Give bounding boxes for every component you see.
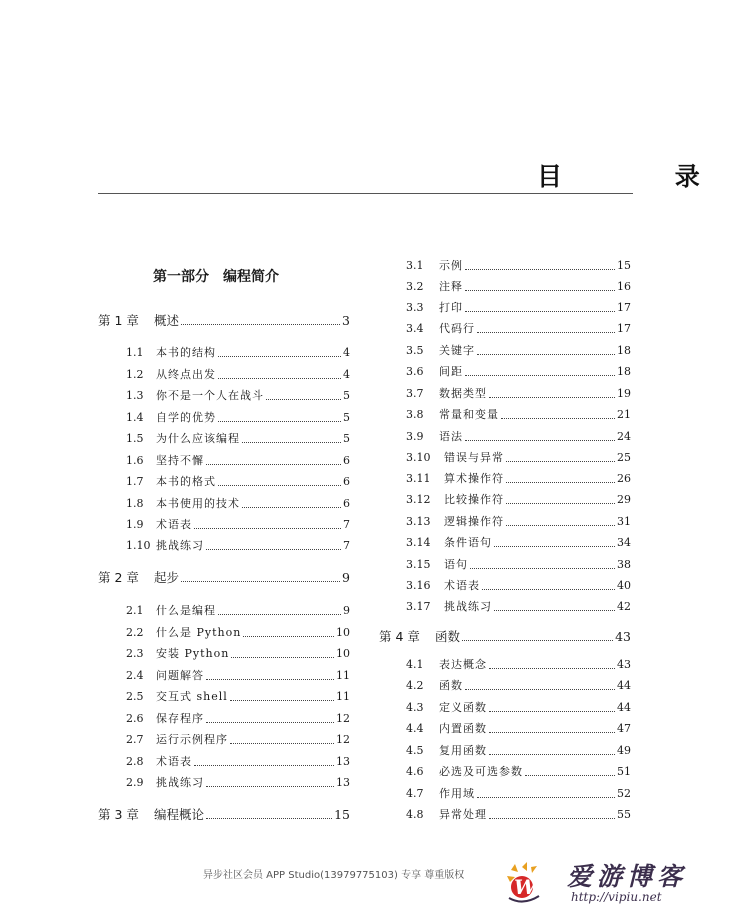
- entry-title: 坚持不懈: [156, 454, 204, 467]
- entry-number: 3.3: [406, 301, 424, 314]
- entry-title: 异常处理: [439, 808, 487, 821]
- entry-page-number: 11: [336, 690, 350, 703]
- toc-section-entry: [406, 656, 631, 674]
- toc-section-entry: [406, 257, 631, 275]
- entry-page-number: 26: [617, 472, 631, 485]
- entry-page-number: 11: [336, 669, 350, 682]
- entry-title: 术语表: [444, 579, 480, 592]
- dot-leader: [242, 507, 341, 508]
- entry-title: 比较操作符: [444, 493, 504, 506]
- entry-number: 1.1: [126, 346, 144, 359]
- toc-section-entry: [406, 320, 631, 338]
- entry-number: 2.4: [126, 669, 144, 682]
- entry-page-number: 9: [343, 604, 350, 617]
- toc-section-entry: [126, 753, 350, 771]
- entry-title: 什么是编程: [156, 604, 216, 617]
- toc-section-entry: [126, 537, 350, 555]
- toc-section-entry: [126, 409, 350, 427]
- entry-page-number: 6: [343, 454, 350, 467]
- entry-title: 注释: [439, 280, 463, 293]
- toc-chapter-entry: [98, 806, 350, 824]
- toc-section-entry: [406, 449, 631, 467]
- entry-page-number: 6: [343, 475, 350, 488]
- entry-number: 3.14: [406, 536, 431, 549]
- toc-section-entry: [126, 452, 350, 470]
- entry-number: 1.5: [126, 432, 144, 445]
- dot-leader: [506, 503, 615, 504]
- toc-section-entry: [406, 785, 631, 803]
- entry-number: 1.8: [126, 497, 144, 510]
- dot-leader: [494, 546, 615, 547]
- entry-page-number: 44: [617, 701, 631, 714]
- entry-title: 交互式 shell: [156, 690, 228, 703]
- toc-section-entry: [406, 406, 631, 424]
- toc-chapter-entry: [98, 569, 350, 587]
- entry-title: 挑战练习: [444, 600, 492, 613]
- entry-page-number: 15: [617, 259, 631, 272]
- entry-number: 第 1 章: [98, 313, 139, 328]
- entry-page-number: 40: [617, 579, 631, 592]
- dot-leader: [206, 464, 341, 465]
- toc-section-entry: [126, 774, 350, 792]
- entry-number: 第 2 章: [98, 570, 139, 585]
- entry-title: 术语表: [156, 518, 192, 531]
- dot-leader: [489, 711, 615, 712]
- entry-number: 3.7: [406, 387, 424, 400]
- dot-leader: [242, 442, 341, 443]
- entry-page-number: 3: [342, 313, 350, 328]
- dot-leader: [489, 754, 615, 755]
- dot-leader: [218, 485, 341, 486]
- entry-number: 3.1: [406, 259, 424, 272]
- dot-leader: [218, 356, 341, 357]
- dot-leader: [181, 581, 340, 582]
- entry-title: 数据类型: [439, 387, 487, 400]
- entry-number: 4.2: [406, 679, 424, 692]
- entry-number: 3.5: [406, 344, 424, 357]
- entry-number: 1.10: [126, 539, 151, 552]
- toc-section-entry: [126, 387, 350, 405]
- entry-title: 内置函数: [439, 722, 487, 735]
- entry-title: 函数: [439, 679, 463, 692]
- dot-leader: [506, 482, 615, 483]
- entry-page-number: 51: [617, 765, 631, 778]
- dot-leader: [525, 775, 615, 776]
- entry-title: 为什么应该编程: [156, 432, 240, 445]
- entry-page-number: 16: [617, 280, 631, 293]
- dot-leader: [482, 589, 615, 590]
- watermark-url: http://vipiu.net: [571, 890, 662, 904]
- entry-number: 4.8: [406, 808, 424, 821]
- entry-number: 1.3: [126, 389, 144, 402]
- entry-title: 保存程序: [156, 712, 204, 725]
- sun-logo-icon: [505, 862, 561, 906]
- dot-leader: [206, 786, 334, 787]
- entry-title: 安装 Python: [156, 647, 230, 660]
- entry-number: 2.7: [126, 733, 144, 746]
- entry-title: 算术操作符: [444, 472, 504, 485]
- entry-page-number: 5: [343, 411, 350, 424]
- entry-page-number: 43: [617, 658, 631, 671]
- toc-section-entry: [126, 688, 350, 706]
- entry-title: 示例: [439, 259, 463, 272]
- title-divider: [98, 193, 633, 194]
- entry-title: 必选及可选参数: [439, 765, 523, 778]
- entry-page-number: 12: [336, 733, 350, 746]
- entry-number: 3.12: [406, 493, 431, 506]
- toc-section-entry: [126, 495, 350, 513]
- dot-leader: [465, 290, 615, 291]
- toc-section-entry: [126, 667, 350, 685]
- entry-page-number: 9: [342, 570, 350, 585]
- dot-leader: [465, 375, 615, 376]
- toc-section-entry: [406, 556, 631, 574]
- dot-leader: [465, 269, 615, 270]
- entry-number: 1.9: [126, 518, 144, 531]
- dot-leader: [489, 818, 615, 819]
- page-title: 目 录: [537, 162, 752, 191]
- dot-leader: [231, 657, 334, 658]
- entry-title: 问题解答: [156, 669, 204, 682]
- entry-title: 本书的结构: [156, 346, 216, 359]
- dot-leader: [181, 324, 340, 325]
- entry-number: 1.7: [126, 475, 144, 488]
- entry-title: 打印: [439, 301, 463, 314]
- entry-page-number: 17: [617, 301, 631, 314]
- entry-title: 常量和变量: [439, 408, 499, 421]
- entry-page-number: 24: [617, 430, 631, 443]
- toc-section-entry: [406, 763, 631, 781]
- entry-number: 2.1: [126, 604, 144, 617]
- entry-number: 2.3: [126, 647, 144, 660]
- entry-title: 语句: [444, 558, 468, 571]
- toc-section-entry: [406, 677, 631, 695]
- toc-section-entry: [406, 299, 631, 317]
- entry-title: 表达概念: [439, 658, 487, 671]
- entry-page-number: 47: [617, 722, 631, 735]
- entry-title: 本书使用的技术: [156, 497, 240, 510]
- entry-number: 3.13: [406, 515, 431, 528]
- entry-title: 起步: [154, 570, 180, 585]
- watermark-brand: 爱游博客: [567, 862, 688, 891]
- dot-leader: [194, 765, 334, 766]
- dot-leader: [489, 668, 615, 669]
- dot-leader: [477, 354, 615, 355]
- toc-section-entry: [406, 513, 631, 531]
- entry-title: 什么是 Python: [156, 626, 242, 639]
- dot-leader: [206, 818, 332, 819]
- dot-leader: [489, 397, 615, 398]
- entry-page-number: 49: [617, 744, 631, 757]
- entry-number: 3.2: [406, 280, 424, 293]
- entry-page-number: 5: [343, 389, 350, 402]
- dot-leader: [489, 732, 615, 733]
- entry-number: 第 4 章: [379, 629, 420, 644]
- entry-page-number: 31: [617, 515, 631, 528]
- dot-leader: [501, 418, 615, 419]
- entry-page-number: 55: [617, 808, 631, 821]
- dot-leader: [477, 797, 615, 798]
- dot-leader: [230, 700, 334, 701]
- entry-page-number: 5: [343, 432, 350, 445]
- dot-leader: [243, 636, 334, 637]
- toc-section-entry: [126, 473, 350, 491]
- dot-leader: [218, 421, 341, 422]
- entry-title: 关键字: [439, 344, 475, 357]
- toc-section-entry: [406, 342, 631, 360]
- entry-title: 间距: [439, 365, 463, 378]
- entry-number: 1.6: [126, 454, 144, 467]
- toc-section-entry: [126, 624, 350, 642]
- entry-number: 3.10: [406, 451, 431, 464]
- dot-leader: [218, 378, 341, 379]
- entry-page-number: 7: [343, 518, 350, 531]
- part-title: 第一部分 编程简介: [153, 269, 279, 285]
- toc-section-entry: [406, 278, 631, 296]
- toc-section-entry: [126, 731, 350, 749]
- entry-title: 作用域: [439, 787, 475, 800]
- toc-section-entry: [406, 491, 631, 509]
- entry-number: 1.4: [126, 411, 144, 424]
- watermark-logo: [505, 856, 700, 906]
- toc-section-entry: [406, 385, 631, 403]
- entry-title: 术语表: [156, 755, 192, 768]
- entry-number: 3.4: [406, 322, 424, 335]
- entry-title: 运行示例程序: [156, 733, 228, 746]
- entry-page-number: 13: [336, 755, 350, 768]
- entry-page-number: 42: [617, 600, 631, 613]
- toc-section-entry: [126, 602, 350, 620]
- dot-leader: [506, 461, 615, 462]
- toc-section-entry: [406, 720, 631, 738]
- entry-page-number: 38: [617, 558, 631, 571]
- entry-number: 3.9: [406, 430, 424, 443]
- entry-number: 4.5: [406, 744, 424, 757]
- dot-leader: [465, 440, 615, 441]
- entry-title: 代码行: [439, 322, 475, 335]
- toc-section-entry: [406, 363, 631, 381]
- dot-leader: [230, 743, 334, 744]
- entry-number: 3.6: [406, 365, 424, 378]
- dot-leader: [477, 332, 615, 333]
- entry-page-number: 7: [343, 539, 350, 552]
- entry-page-number: 6: [343, 497, 350, 510]
- dot-leader: [266, 399, 341, 400]
- entry-title: 条件语句: [444, 536, 492, 549]
- entry-title: 语法: [439, 430, 463, 443]
- entry-page-number: 25: [617, 451, 631, 464]
- dot-leader: [206, 722, 334, 723]
- entry-title: 本书的格式: [156, 475, 216, 488]
- entry-page-number: 18: [617, 365, 631, 378]
- entry-number: 4.6: [406, 765, 424, 778]
- toc-section-entry: [126, 344, 350, 362]
- entry-number: 2.6: [126, 712, 144, 725]
- entry-title: 定义函数: [439, 701, 487, 714]
- entry-page-number: 4: [343, 346, 350, 359]
- entry-title: 从终点出发: [156, 368, 216, 381]
- toc-section-entry: [406, 806, 631, 824]
- dot-leader: [506, 525, 615, 526]
- toc-section-entry: [406, 534, 631, 552]
- dot-leader: [206, 679, 334, 680]
- entry-number: 2.2: [126, 626, 144, 639]
- dot-leader: [218, 614, 341, 615]
- dot-leader: [465, 689, 615, 690]
- entry-page-number: 19: [617, 387, 631, 400]
- entry-title: 复用函数: [439, 744, 487, 757]
- toc-section-entry: [406, 470, 631, 488]
- entry-page-number: 13: [336, 776, 350, 789]
- entry-page-number: 29: [617, 493, 631, 506]
- entry-title: 挑战练习: [156, 539, 204, 552]
- entry-number: 第 3 章: [98, 807, 139, 822]
- entry-title: 概述: [154, 313, 180, 328]
- entry-page-number: 18: [617, 344, 631, 357]
- toc-section-entry: [126, 366, 350, 384]
- entry-number: 4.3: [406, 701, 424, 714]
- entry-title: 错误与异常: [444, 451, 504, 464]
- entry-number: 2.9: [126, 776, 144, 789]
- toc-section-entry: [406, 699, 631, 717]
- entry-number: 3.11: [406, 472, 431, 485]
- entry-number: 3.16: [406, 579, 431, 592]
- toc-section-entry: [126, 710, 350, 728]
- copyright-notice: 异步社区会员 APP Studio(13979775103) 专享 尊重版权: [203, 870, 465, 881]
- toc-section-entry: [406, 598, 631, 616]
- entry-number: 1.2: [126, 368, 144, 381]
- toc-section-entry: [406, 428, 631, 446]
- dot-leader: [206, 549, 341, 550]
- dot-leader: [462, 640, 613, 641]
- entry-page-number: 10: [336, 647, 350, 660]
- entry-title: 自学的优势: [156, 411, 216, 424]
- entry-number: 3.17: [406, 600, 431, 613]
- entry-number: 4.1: [406, 658, 424, 671]
- dot-leader: [194, 528, 341, 529]
- entry-page-number: 15: [334, 807, 350, 822]
- entry-number: 4.7: [406, 787, 424, 800]
- entry-number: 4.4: [406, 722, 424, 735]
- entry-page-number: 21: [617, 408, 631, 421]
- toc-section-entry: [126, 645, 350, 663]
- entry-title: 逻辑操作符: [444, 515, 504, 528]
- entry-title: 挑战练习: [156, 776, 204, 789]
- dot-leader: [470, 568, 615, 569]
- entry-page-number: 43: [615, 629, 631, 644]
- toc-chapter-entry: [379, 628, 631, 646]
- entry-page-number: 34: [617, 536, 631, 549]
- entry-page-number: 52: [617, 787, 631, 800]
- toc-section-entry: [126, 430, 350, 448]
- entry-title: 编程概论: [154, 807, 205, 822]
- toc-section-entry: [406, 577, 631, 595]
- entry-page-number: 17: [617, 322, 631, 335]
- entry-page-number: 44: [617, 679, 631, 692]
- entry-page-number: 12: [336, 712, 350, 725]
- entry-number: 3.15: [406, 558, 431, 571]
- entry-title: 你不是一个人在战斗: [156, 389, 264, 402]
- dot-leader: [465, 311, 615, 312]
- toc-chapter-entry: [98, 312, 350, 330]
- entry-number: 3.8: [406, 408, 424, 421]
- svg-text:W: W: [514, 875, 537, 899]
- entry-title: 函数: [435, 629, 461, 644]
- toc-section-entry: [126, 516, 350, 534]
- entry-number: 2.5: [126, 690, 144, 703]
- entry-number: 2.8: [126, 755, 144, 768]
- entry-page-number: 10: [336, 626, 350, 639]
- toc-section-entry: [406, 742, 631, 760]
- entry-page-number: 4: [343, 368, 350, 381]
- dot-leader: [494, 610, 615, 611]
